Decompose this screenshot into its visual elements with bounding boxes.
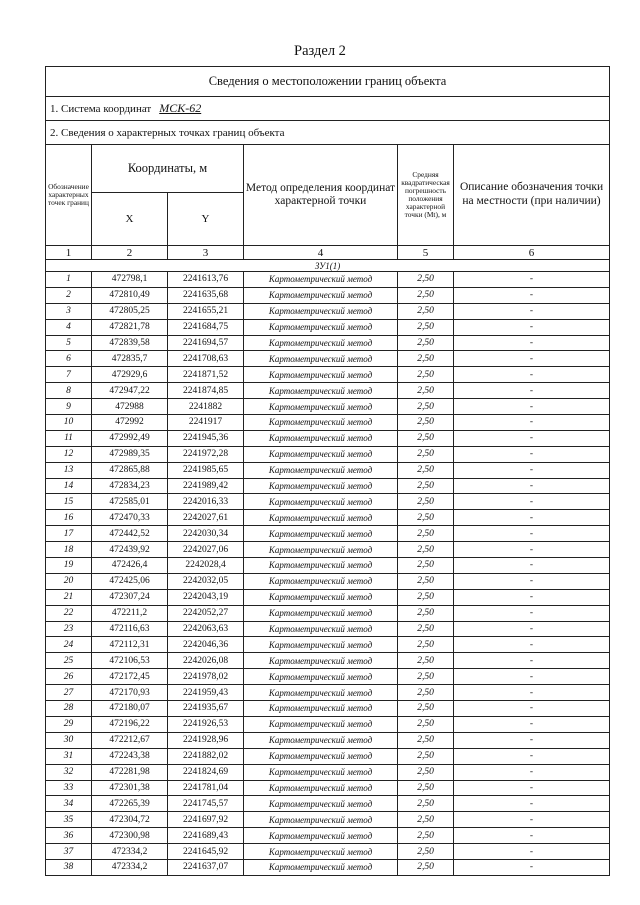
header-coordinates: Координаты, м: [92, 145, 244, 193]
table-row: [46, 748, 610, 764]
y-value: 2241926,53: [168, 716, 244, 732]
y-value: 2241781,04: [168, 780, 244, 796]
description-value: -: [454, 478, 610, 494]
error-value: 2,50: [398, 589, 454, 605]
header-error: Средняя квадратическая погрешность положения характерной точки (Mt), м: [398, 145, 454, 246]
table-row: [46, 796, 610, 812]
point-number: 1: [46, 272, 92, 288]
header-method: Метод определения координат характерной точки: [244, 145, 398, 246]
x-value: 472798,1: [92, 272, 168, 288]
error-value: 2,50: [398, 764, 454, 780]
method-value: Картометрический метод: [244, 335, 398, 351]
y-value: 2242046,36: [168, 637, 244, 653]
table-row: [46, 430, 610, 446]
table-row: [46, 701, 610, 717]
point-number: 30: [46, 732, 92, 748]
header-y: Y: [168, 193, 244, 246]
x-value: 472265,39: [92, 796, 168, 812]
point-number: 29: [46, 716, 92, 732]
method-value: Картометрический метод: [244, 415, 398, 431]
x-value: 472196,22: [92, 716, 168, 732]
table-row: [46, 859, 610, 875]
x-value: 472835,7: [92, 351, 168, 367]
table-row: [46, 446, 610, 462]
point-number: 12: [46, 446, 92, 462]
error-value: 2,50: [398, 494, 454, 510]
point-number: 8: [46, 383, 92, 399]
description-value: -: [454, 796, 610, 812]
description-value: -: [454, 367, 610, 383]
y-value: 2241935,67: [168, 701, 244, 717]
x-value: 472116,63: [92, 621, 168, 637]
table-row: [46, 351, 610, 367]
description-value: -: [454, 653, 610, 669]
description-value: -: [454, 812, 610, 828]
point-number: 22: [46, 605, 92, 621]
table-row: [46, 828, 610, 844]
y-value: 2241882: [168, 399, 244, 415]
method-value: Картометрический метод: [244, 272, 398, 288]
error-value: 2,50: [398, 542, 454, 558]
description-value: -: [454, 573, 610, 589]
x-value: 472821,78: [92, 319, 168, 335]
y-value: 2241985,65: [168, 462, 244, 478]
method-value: Картометрический метод: [244, 526, 398, 542]
description-value: -: [454, 780, 610, 796]
description-value: -: [454, 383, 610, 399]
error-value: 2,50: [398, 367, 454, 383]
x-value: 472334,2: [92, 859, 168, 875]
x-value: 472301,38: [92, 780, 168, 796]
point-number: 37: [46, 844, 92, 860]
header-description: Описание обозначения точки на местности (при наличии): [454, 145, 610, 246]
table-row: [46, 669, 610, 685]
error-value: 2,50: [398, 430, 454, 446]
column-number: 1: [46, 246, 92, 260]
error-value: 2,50: [398, 685, 454, 701]
table-banner: Сведения о местоположении границ объекта: [46, 67, 610, 97]
method-value: Картометрический метод: [244, 589, 398, 605]
x-value: 472834,23: [92, 478, 168, 494]
x-value: 472992,49: [92, 430, 168, 446]
table-row: [46, 716, 610, 732]
description-value: -: [454, 844, 610, 860]
table-row: [46, 685, 610, 701]
column-number: 2: [92, 246, 168, 260]
method-value: Картометрический метод: [244, 637, 398, 653]
y-value: 2242028,4: [168, 558, 244, 574]
x-value: 472442,52: [92, 526, 168, 542]
x-value: 472211,2: [92, 605, 168, 621]
method-value: Картометрический метод: [244, 732, 398, 748]
error-value: 2,50: [398, 526, 454, 542]
header-x: X: [92, 193, 168, 246]
error-value: 2,50: [398, 272, 454, 288]
column-number: 3: [168, 246, 244, 260]
y-value: 2242032,05: [168, 573, 244, 589]
table-row: [46, 383, 610, 399]
method-value: Картометрический метод: [244, 764, 398, 780]
x-value: 472988: [92, 399, 168, 415]
table-row: [46, 780, 610, 796]
error-value: 2,50: [398, 796, 454, 812]
x-value: 472426,4: [92, 558, 168, 574]
table-row: [46, 558, 610, 574]
x-value: 472865,88: [92, 462, 168, 478]
y-value: 2242052,27: [168, 605, 244, 621]
table-row: [46, 605, 610, 621]
y-value: 2241972,28: [168, 446, 244, 462]
method-value: Картометрический метод: [244, 685, 398, 701]
point-number: 14: [46, 478, 92, 494]
y-value: 2241882,02: [168, 748, 244, 764]
point-number: 26: [46, 669, 92, 685]
error-value: 2,50: [398, 319, 454, 335]
description-value: -: [454, 303, 610, 319]
description-value: -: [454, 415, 610, 431]
description-value: -: [454, 430, 610, 446]
table-row: [46, 542, 610, 558]
table-row: [46, 415, 610, 431]
method-value: Картометрический метод: [244, 494, 398, 510]
point-number: 16: [46, 510, 92, 526]
description-value: -: [454, 859, 610, 875]
method-value: Картометрический метод: [244, 573, 398, 589]
point-number: 35: [46, 812, 92, 828]
description-value: -: [454, 510, 610, 526]
description-value: -: [454, 272, 610, 288]
point-number: 32: [46, 764, 92, 780]
method-value: Картометрический метод: [244, 351, 398, 367]
table-row: [46, 510, 610, 526]
y-value: 2241645,92: [168, 844, 244, 860]
description-value: -: [454, 351, 610, 367]
point-number: 20: [46, 573, 92, 589]
error-value: 2,50: [398, 748, 454, 764]
point-number: 28: [46, 701, 92, 717]
x-value: 472425,06: [92, 573, 168, 589]
point-number: 6: [46, 351, 92, 367]
point-number: 21: [46, 589, 92, 605]
method-value: Картометрический метод: [244, 701, 398, 717]
x-value: 472307,24: [92, 589, 168, 605]
table-row: [46, 589, 610, 605]
x-value: 472810,49: [92, 287, 168, 303]
x-value: 472585,01: [92, 494, 168, 510]
y-value: 2241708,63: [168, 351, 244, 367]
x-value: 472172,45: [92, 669, 168, 685]
x-value: 472989,35: [92, 446, 168, 462]
error-value: 2,50: [398, 780, 454, 796]
header-point-id: Обозначение характерных точек границ: [46, 145, 92, 246]
method-value: Картометрический метод: [244, 669, 398, 685]
error-value: 2,50: [398, 637, 454, 653]
point-number: 11: [46, 430, 92, 446]
point-number: 15: [46, 494, 92, 510]
column-number: 4: [244, 246, 398, 260]
x-value: 472947,22: [92, 383, 168, 399]
x-value: 472439,92: [92, 542, 168, 558]
error-value: 2,50: [398, 287, 454, 303]
y-value: 2241655,21: [168, 303, 244, 319]
description-value: -: [454, 716, 610, 732]
table-row: [46, 844, 610, 860]
error-value: 2,50: [398, 605, 454, 621]
table-row: [46, 764, 610, 780]
error-value: 2,50: [398, 462, 454, 478]
description-value: -: [454, 462, 610, 478]
point-number: 10: [46, 415, 92, 431]
point-number: 5: [46, 335, 92, 351]
point-number: 13: [46, 462, 92, 478]
y-value: 2242016,33: [168, 494, 244, 510]
error-value: 2,50: [398, 478, 454, 494]
x-value: 472304,72: [92, 812, 168, 828]
point-number: 34: [46, 796, 92, 812]
x-value: 472170,93: [92, 685, 168, 701]
coord-system-label: 1. Система координат: [50, 103, 152, 115]
method-value: Картометрический метод: [244, 780, 398, 796]
description-value: -: [454, 637, 610, 653]
description-value: -: [454, 764, 610, 780]
method-value: Картометрический метод: [244, 510, 398, 526]
x-value: 472106,53: [92, 653, 168, 669]
y-value: 2241978,02: [168, 669, 244, 685]
method-value: Картометрический метод: [244, 605, 398, 621]
y-value: 2242043,19: [168, 589, 244, 605]
error-value: 2,50: [398, 653, 454, 669]
error-value: 2,50: [398, 558, 454, 574]
column-number: 5: [398, 246, 454, 260]
error-value: 2,50: [398, 383, 454, 399]
column-number: 6: [454, 246, 610, 260]
y-value: 2242027,06: [168, 542, 244, 558]
y-value: 2241684,75: [168, 319, 244, 335]
method-value: Картометрический метод: [244, 653, 398, 669]
coord-system-row: [46, 97, 610, 121]
x-value: 472334,2: [92, 844, 168, 860]
point-number: 27: [46, 685, 92, 701]
error-value: 2,50: [398, 335, 454, 351]
error-value: 2,50: [398, 415, 454, 431]
description-value: -: [454, 669, 610, 685]
x-value: 472281,98: [92, 764, 168, 780]
table-row: [46, 478, 610, 494]
error-value: 2,50: [398, 859, 454, 875]
y-value: 2241689,43: [168, 828, 244, 844]
y-value: 2241613,76: [168, 272, 244, 288]
y-value: 2241959,43: [168, 685, 244, 701]
point-rows: [46, 272, 610, 876]
y-value: 2242030,34: [168, 526, 244, 542]
method-value: Картометрический метод: [244, 558, 398, 574]
point-number: 24: [46, 637, 92, 653]
y-value: 2241989,42: [168, 478, 244, 494]
method-value: Картометрический метод: [244, 621, 398, 637]
table-row: [46, 573, 610, 589]
description-value: -: [454, 589, 610, 605]
point-number: 25: [46, 653, 92, 669]
point-number: 23: [46, 621, 92, 637]
description-value: -: [454, 542, 610, 558]
description-value: -: [454, 748, 610, 764]
point-number: 9: [46, 399, 92, 415]
description-value: -: [454, 446, 610, 462]
description-value: -: [454, 494, 610, 510]
point-number: 3: [46, 303, 92, 319]
method-value: Картометрический метод: [244, 859, 398, 875]
table-row: [46, 732, 610, 748]
point-number: 33: [46, 780, 92, 796]
y-value: 2242063,63: [168, 621, 244, 637]
y-value: 2241928,96: [168, 732, 244, 748]
point-number: 19: [46, 558, 92, 574]
point-number: 4: [46, 319, 92, 335]
x-value: 472180,07: [92, 701, 168, 717]
x-value: 472839,58: [92, 335, 168, 351]
y-value: 2241697,92: [168, 812, 244, 828]
x-value: 472929,6: [92, 367, 168, 383]
table-row: [46, 399, 610, 415]
method-value: Картометрический метод: [244, 287, 398, 303]
description-value: -: [454, 732, 610, 748]
method-value: Картометрический метод: [244, 319, 398, 335]
point-number: 36: [46, 828, 92, 844]
x-value: 472300,98: [92, 828, 168, 844]
table-row: [46, 621, 610, 637]
description-value: -: [454, 399, 610, 415]
description-value: -: [454, 287, 610, 303]
y-value: 2242026,08: [168, 653, 244, 669]
error-value: 2,50: [398, 351, 454, 367]
method-value: Картометрический метод: [244, 542, 398, 558]
description-value: -: [454, 526, 610, 542]
method-value: Картометрический метод: [244, 462, 398, 478]
table-row: [46, 462, 610, 478]
y-value: 2242027,61: [168, 510, 244, 526]
description-value: -: [454, 335, 610, 351]
point-number: 31: [46, 748, 92, 764]
description-value: -: [454, 685, 610, 701]
error-value: 2,50: [398, 812, 454, 828]
description-value: -: [454, 621, 610, 637]
y-value: 2241945,36: [168, 430, 244, 446]
method-value: Картометрический метод: [244, 796, 398, 812]
description-value: -: [454, 558, 610, 574]
error-value: 2,50: [398, 716, 454, 732]
error-value: 2,50: [398, 446, 454, 462]
table-row: [46, 303, 610, 319]
y-value: 2241824,69: [168, 764, 244, 780]
table-row: [46, 272, 610, 288]
method-value: Картометрический метод: [244, 748, 398, 764]
method-value: Картометрический метод: [244, 367, 398, 383]
points-heading: 2. Сведения о характерных точках границ объекта: [46, 121, 610, 145]
table-row: [46, 637, 610, 653]
point-number: 7: [46, 367, 92, 383]
x-value: 472470,33: [92, 510, 168, 526]
method-value: Картометрический метод: [244, 303, 398, 319]
x-value: 472243,38: [92, 748, 168, 764]
x-value: 472992: [92, 415, 168, 431]
method-value: Картометрический метод: [244, 399, 398, 415]
x-value: 472212,67: [92, 732, 168, 748]
y-value: 2241917: [168, 415, 244, 431]
y-value: 2241871,52: [168, 367, 244, 383]
method-value: Картометрический метод: [244, 716, 398, 732]
error-value: 2,50: [398, 732, 454, 748]
method-value: Картометрический метод: [244, 828, 398, 844]
table-row: [46, 367, 610, 383]
table-row: [46, 494, 610, 510]
description-value: -: [454, 828, 610, 844]
table-row: [46, 335, 610, 351]
y-value: 2241874,85: [168, 383, 244, 399]
method-value: Картометрический метод: [244, 446, 398, 462]
error-value: 2,50: [398, 669, 454, 685]
section-title: Раздел 2: [294, 43, 346, 59]
method-value: Картометрический метод: [244, 844, 398, 860]
table-row: [46, 526, 610, 542]
table-row: [46, 287, 610, 303]
point-number: 2: [46, 287, 92, 303]
y-value: 2241694,57: [168, 335, 244, 351]
error-value: 2,50: [398, 621, 454, 637]
error-value: 2,50: [398, 828, 454, 844]
method-value: Картометрический метод: [244, 812, 398, 828]
error-value: 2,50: [398, 399, 454, 415]
point-number: 18: [46, 542, 92, 558]
parcel-label: ЗУ1(1): [46, 260, 610, 272]
y-value: 2241745,57: [168, 796, 244, 812]
description-value: -: [454, 701, 610, 717]
description-value: -: [454, 319, 610, 335]
coord-system-value: МСК-62: [159, 101, 202, 115]
boundary-points-table: [45, 66, 610, 876]
error-value: 2,50: [398, 844, 454, 860]
method-value: Картометрический метод: [244, 478, 398, 494]
y-value: 2241635,68: [168, 287, 244, 303]
error-value: 2,50: [398, 573, 454, 589]
error-value: 2,50: [398, 303, 454, 319]
x-value: 472112,31: [92, 637, 168, 653]
method-value: Картометрический метод: [244, 430, 398, 446]
point-number: 17: [46, 526, 92, 542]
y-value: 2241637,07: [168, 859, 244, 875]
x-value: 472805,25: [92, 303, 168, 319]
point-number: 38: [46, 859, 92, 875]
error-value: 2,50: [398, 701, 454, 717]
error-value: 2,50: [398, 510, 454, 526]
table-row: [46, 812, 610, 828]
method-value: Картометрический метод: [244, 383, 398, 399]
table-row: [46, 653, 610, 669]
table-row: [46, 319, 610, 335]
description-value: -: [454, 605, 610, 621]
